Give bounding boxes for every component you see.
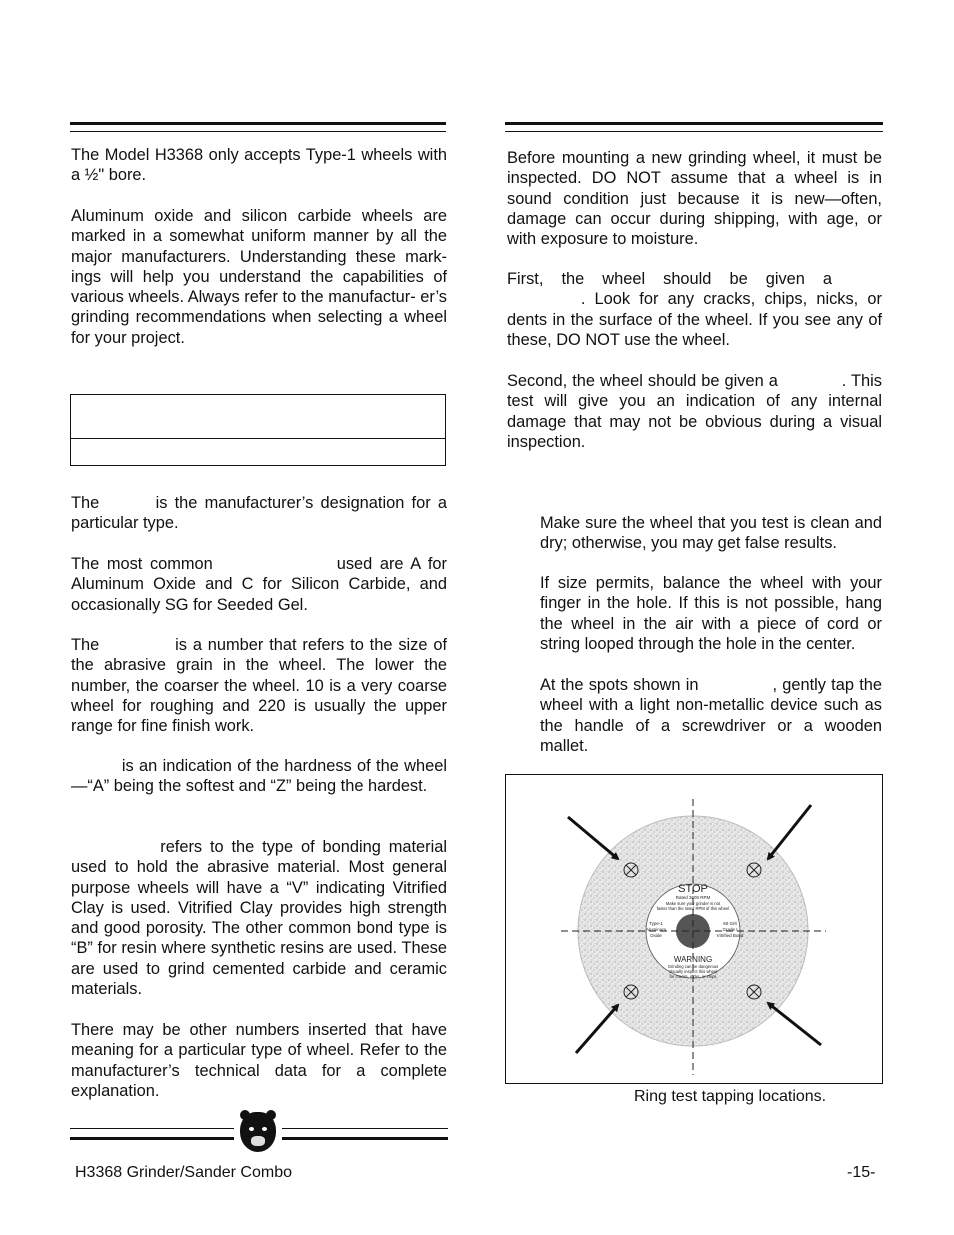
prefix-paragraph <box>71 493 447 534</box>
grade-paragraph <box>71 756 447 797</box>
label-left-line1: Type-1 <box>649 921 663 926</box>
grit-lead: The <box>71 636 100 654</box>
inspection-paragraph: Before mounting a new grinding wheel, it must be inspected. DO NOT assume that a wheel is in sound condition just because it is new—often, damage can occur during shipping, with age, or with exposure to moisture. <box>507 149 882 249</box>
abrasive-text: used are A for Aluminum Oxide and C for Silicon Carbide, and occasionally SG for Seeded Gel. <box>71 555 447 614</box>
page-number: -15- <box>847 1164 876 1181</box>
markings-paragraph: Aluminum oxide and silicon carbide wheels are marked in a somewhat uniform manner by all the major manufacturers. Understanding these mark- ings will help you understand the capabilities of various wheels. Always refer to the manufactur- er’s grinding recommendations when selecting a wheel for your project. <box>71 207 447 347</box>
ring-text: . This test will give you an indication of any internal damage that may not be obvious during a visual inspection. <box>507 372 882 451</box>
grade-term <box>71 757 117 775</box>
grit-text: is a number that refers to the size of the abrasive grain in the wheel. The lower the number, the coarser the wheel. 10 is a very coarse wheel for roughing and 220 is usually the upper range for fine finish work. <box>71 636 447 736</box>
footer-rule-left-thick <box>70 1137 234 1140</box>
table-divider <box>71 438 445 439</box>
left-header-rule-thick <box>70 122 446 125</box>
label-warn-line1: Grinding can be dangerous <box>667 964 719 969</box>
abrasive-term <box>220 555 329 573</box>
step3-lead: At the spots shown in <box>540 676 699 694</box>
ring-step-2: If size permits, balance the wheel with your finger in the hole. If this is not possible, hang the wheel in the air with a piece of cord or string looped through the hole in the center. <box>540 574 882 653</box>
abrasive-paragraph <box>71 554 447 615</box>
label-stop: STOP <box>678 883 708 895</box>
arrow-top-left <box>568 817 618 859</box>
arrow-top-right <box>768 805 811 859</box>
visual-inspection-paragraph <box>507 269 882 350</box>
label-warn-line2: Visually inspect this wheel <box>668 969 718 974</box>
grit-term <box>105 636 169 654</box>
step3-text: , gently tap the wheel with a light non-metallic device such as the handle of a screwdriver or a wooden mallet. <box>540 676 882 755</box>
ring-step-1: Make sure the wheel that you test is clean and dry; otherwise, you may get false results. <box>540 514 882 553</box>
footer-title: H3368 Grinder/Sander Combo <box>75 1164 293 1181</box>
label-warning: WARNING <box>673 955 713 964</box>
footer-rule-right-thick <box>282 1137 448 1140</box>
abrasive-lead: The most common <box>71 555 213 573</box>
label-warn-line3: for cracks, nicks, or chips <box>669 974 717 979</box>
label-stop-line1: Make sure your grinder is not <box>665 901 721 906</box>
label-right-line3: Vitrified Bond <box>716 933 744 938</box>
ring-lead: Second, the wheel should be given a <box>507 372 778 390</box>
other-numbers-paragraph: There may be other numbers inserted that have meaning for a particular type of wheel. Refer to the manufacturer’s technical data for a complete explanation. <box>71 1021 447 1100</box>
prefix-lead: The <box>71 494 100 512</box>
bear-ear-right <box>266 1110 276 1120</box>
bear-eye-right <box>262 1127 267 1131</box>
bear-logo-icon <box>240 1112 276 1152</box>
bond-paragraph <box>71 837 447 999</box>
left-header-rule-thin <box>70 131 446 132</box>
bear-eye-left <box>249 1127 254 1131</box>
right-header-rule-thin <box>505 131 883 132</box>
visual-text: . Look for any cracks, chips, nicks, or dents in the surface of the wheel. If you see any of these, DO NOT use the wheel. <box>507 290 882 349</box>
intro-paragraph: The Model H3368 only accepts Type-1 wheels with a ½" bore. <box>71 146 447 185</box>
bear-ear-left <box>240 1110 250 1120</box>
grinding-wheel-diagram <box>506 775 882 1083</box>
footer-rule-right-thin <box>282 1128 448 1129</box>
grit-paragraph <box>71 635 447 736</box>
arrow-bottom-right <box>768 1003 821 1045</box>
grade-text: is an indication of the hardness of the wheel—“A” being the softest and “Z” being the hardest. <box>71 757 447 796</box>
label-left-line3: Oxide <box>650 933 662 938</box>
right-header-rule-thick <box>505 122 883 125</box>
label-stop-line2: faster than the rated RPM of this wheel <box>656 906 730 911</box>
bond-term <box>71 838 152 856</box>
visual-lead: First, the wheel should be given a <box>507 270 833 288</box>
ring-term <box>783 372 842 390</box>
bear-snout <box>251 1136 265 1146</box>
label-right-line2: Grade I <box>722 927 738 932</box>
ring-test-paragraph <box>507 371 882 452</box>
ring-test-figure <box>505 774 883 1084</box>
prefix-text: is the manufacturer’s designation for a particular type. <box>71 494 447 533</box>
label-right-line1: 60 Grit <box>723 921 737 926</box>
arrow-bottom-left <box>576 1005 618 1053</box>
label-rated: Rated 3600 RPM <box>675 895 711 900</box>
ring-step-3 <box>540 675 882 756</box>
prefix-term <box>106 494 148 512</box>
figure-caption: Ring test tapping locations. <box>634 1088 827 1105</box>
step3-term <box>704 676 773 694</box>
wheel-marking-table <box>70 394 446 466</box>
bond-text: refers to the type of bonding material used to hold the abrasive material. Most general purpose wheels will have a “V” indicating Vitrified Clay is used. Vitrified Clay provides high strength and good porosity. The other common bond type is “B” for resin where synthetic resins are used. These are used to grind cemented carbide and ceramic materials. <box>71 838 447 999</box>
label-left-line2: Aluminum <box>645 927 667 932</box>
footer-rule-left-thin <box>70 1128 234 1129</box>
